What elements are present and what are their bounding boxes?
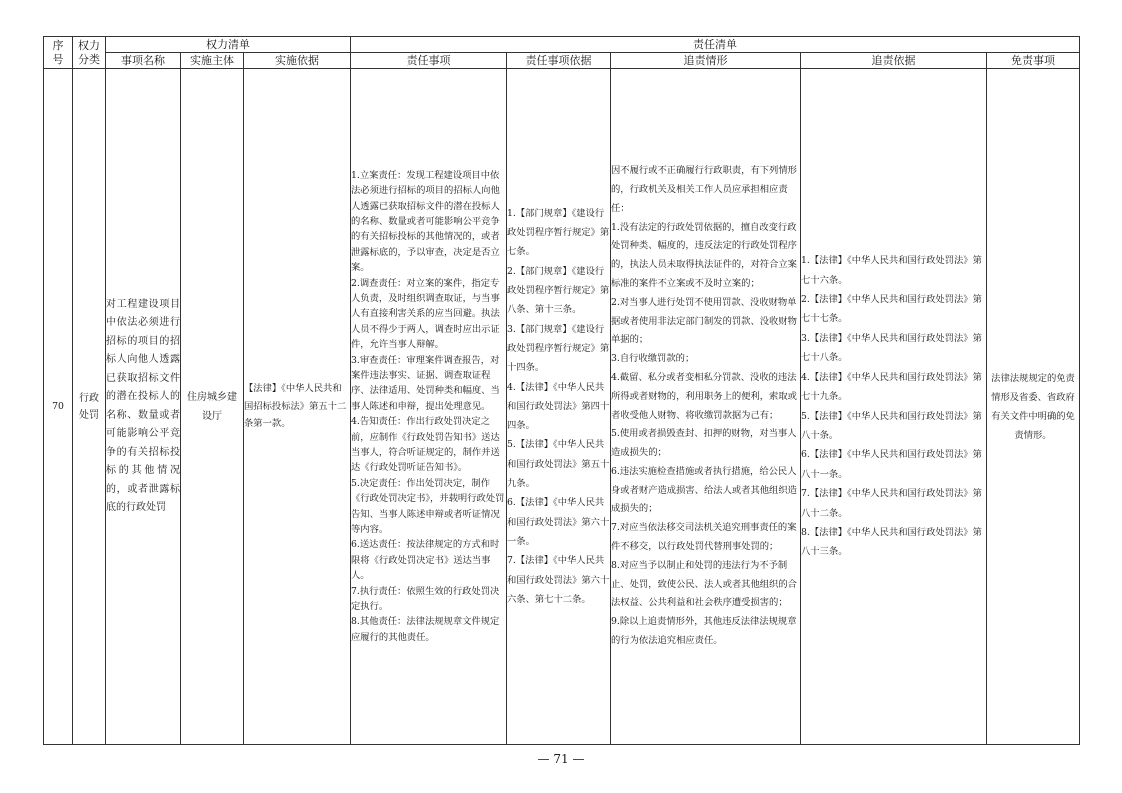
list-item: 2.【部门规章】《建设行政处罚程序暂行规定》第八条、第十三条。	[507, 265, 610, 316]
header-power-list: 权力清单	[106, 37, 351, 53]
seq-cell: 70	[44, 69, 73, 745]
list-item: 4.【法律】《中华人民共和国行政处罚法》第七十九条。	[801, 371, 982, 403]
item-name-cell: 对工程建设项目中依法必须进行招标的项目的招标人向他人透露已获取招标文件的潜在投标人的名称、数量或者可能影响公平竞争的有关招标投标的其他情况的，或者泄露标底的行政处罚	[106, 69, 181, 745]
list-item: 3.审查责任：审理案件调查报告，对案件违法事实、证据、调查取证程序、法律适用、处罚种类和幅度、当事人陈述和申辩，提出处理意见。	[351, 354, 500, 412]
header-responsibility-list: 责任清单	[351, 37, 1080, 53]
list-item: 2.对当事人进行处罚不使用罚款、没收财物单据或者使用非法定部门制发的罚款、没收财物单据的；	[611, 296, 797, 346]
list-item: 8.其他责任：法律法规规章文件规定应履行的其他责任。	[351, 616, 500, 643]
accountability-cell	[611, 69, 801, 745]
list-item: 因不履行或不正确履行行政职责，有下列情形的，行政机关及相关工作人员应承担相应责任：	[611, 165, 797, 214]
impl-basis-cell: 【法律】《中华人民共和国招标投标法》第五十二条第一款。	[244, 69, 351, 745]
list-item: 6.违法实施检查措施或者执行措施，给公民人身或者财产造成损害、给法人或者其他组织造成损失的；	[611, 465, 797, 515]
header-resp-items: 责任事项	[351, 53, 507, 69]
header-acc-basis: 追责依据	[801, 53, 987, 69]
table-row	[44, 69, 1080, 745]
header-implementer: 实施主体	[181, 53, 244, 69]
resp-basis-cell	[507, 69, 611, 745]
list-item: 5.【法律】《中华人民共和国行政处罚法》第五十九条。	[507, 439, 610, 490]
rights-responsibility-table	[43, 36, 1080, 745]
list-item: 2.【法律】《中华人民共和国行政处罚法》第七十七条。	[801, 294, 982, 325]
header-exemption: 免责事项	[987, 53, 1080, 69]
header-accountability: 追责情形	[611, 53, 801, 69]
list-item: 1.【法律】《中华人民共和国行政处罚法》第七十六条。	[801, 255, 982, 286]
list-item: 6.送达责任：按法律规定的方式和时限将《行政处罚决定书》送达当事人。	[351, 539, 500, 582]
exemption-cell: 法律法规规定的免责情形及省委、省政府有关文件中明确的免责情形。	[987, 69, 1080, 745]
header-seq: 序 号	[44, 37, 73, 69]
header-resp-basis: 责任事项依据	[507, 53, 611, 69]
list-item: 6.【法律】《中华人民共和国行政处罚法》第六十一条。	[507, 497, 610, 547]
acc-basis-cell	[801, 69, 987, 745]
list-item: 1.【部门规章】《建设行政处罚程序暂行规定》第七条。	[507, 207, 610, 258]
list-item: 8.【法律】《中华人民共和国行政处罚法》第八十三条。	[801, 526, 982, 558]
list-item: 7.【法律】《中华人民共和国行政处罚法》第八十二条。	[801, 488, 982, 519]
header-impl-basis: 实施依据	[244, 53, 351, 69]
list-item: 3.【部门规章】《建设行政处罚程序暂行规定》第十四条。	[507, 323, 610, 374]
list-item: 4.告知责任：作出行政处罚决定之前，应制作《行政处罚告知书》送达当事人，符合听证规定的，制作并送达《行政处罚听证告知书》。	[351, 416, 500, 474]
header-category: 权力 分类	[73, 37, 106, 69]
list-item: 5.【法律】《中华人民共和国行政处罚法》第八十条。	[801, 410, 982, 441]
list-item: 7.执行责任：依照生效的行政处罚决定执行。	[351, 585, 500, 613]
list-item: 3.自行收缴罚款的；	[611, 353, 695, 365]
list-item: 4.【法律】《中华人民共和国行政处罚法》第四十四条。	[507, 381, 610, 432]
list-item: 9.除以上追责情形外，其他违反法律法规规章的行为依法追究相应责任。	[611, 616, 797, 647]
list-item: 2.调查责任：对立案的案件，指定专人负责，及时组织调查取证，与当事人有直接利害关系的应当回避。执法人员不得少于两人，调查时应出示证件，允许当事人辩解。	[351, 277, 500, 351]
list-item: 7.对应当依法移交司法机关追究刑事责任的案件不移交，以行政处罚代替刑事处罚的；	[611, 522, 797, 553]
list-item: 1.没有法定的行政处罚依据的，擅自改变行政处罚种类、幅度的，违反法定的行政处罚程序的，执法人员未取得执法证件的，对符合立案标准的案件不立案或不及时立案的；	[611, 221, 797, 289]
category-cell: 行政处罚	[73, 69, 106, 745]
resp-items-cell	[351, 69, 507, 745]
header-item-name: 事项名称	[106, 53, 181, 69]
list-item: 6.【法律】《中华人民共和国行政处罚法》第八十一条。	[801, 449, 982, 480]
list-item: 7.【法律】《中华人民共和国行政处罚法》第六十六条、第七十二条。	[507, 555, 610, 605]
implementer-cell: 住房城乡建设厅	[181, 69, 244, 745]
page-number: — 71 —	[537, 752, 585, 766]
list-item: 8.对应当予以制止和处罚的违法行为不予制止、处罚，致使公民、法人或者其他组织的合法权益、公共利益和社会秩序遭受损害的；	[611, 559, 797, 609]
list-item: 3.【法律】《中华人民共和国行政处罚法》第七十八条。	[801, 332, 982, 364]
list-item: 4.截留、私分或者变相私分罚款、没收的违法所得或者财物的，利用职务上的便利，索取或者收受他人财物、将收缴罚款据为己有；	[611, 371, 797, 421]
list-item: 5.决定责任：作出处罚决定，制作《行政处罚决定书》，并载明行政处罚告知、当事人陈述申辩或者听证情况等内容。	[351, 477, 505, 536]
list-item: 5.使用或者损毁查封、扣押的财物，对当事人造成损失的；	[611, 428, 797, 459]
list-item: 1.立案责任：发现工程建设项目中依法必须进行招标的项目的招标人向他人透露已获取招标文件的潜在投标人的名称、数量或者可能影响公平竞争的有关招标投标的其他情况的，或者泄露标底的，予以审查，决定是否立案。	[351, 169, 500, 274]
